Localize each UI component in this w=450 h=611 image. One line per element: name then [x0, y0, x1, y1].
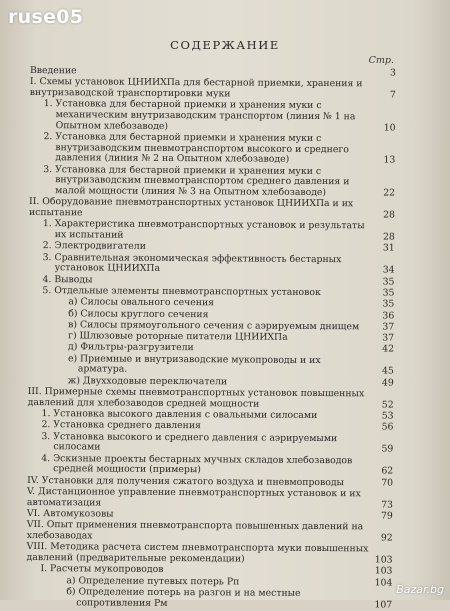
toc-entry-text: VIII. Методика расчета систем пневмотранспорта муки повышенных давлений (предварительные рекомендации): [26, 541, 369, 565]
toc-entry-page: 52: [381, 399, 394, 411]
toc-entry: [28, 354, 394, 378]
toc-entry: [29, 253, 395, 277]
toc-entry-page: 107: [374, 598, 393, 611]
toc-entry-text: Введение: [29, 65, 77, 77]
toc-entry-text: 2. Электродвигатели: [42, 240, 146, 253]
toc-entry-page: 45: [381, 365, 394, 378]
toc-entry-text: 4. Выводы: [42, 273, 93, 286]
toc-entry-page: 36: [382, 310, 395, 322]
toc-entry-page: 22: [383, 187, 396, 199]
toc-entry-text: 2. Установка для бестарной приемки и хранения муки с внутризаводским пневмотранспортом высокого и среднего давления (линия № 2 на Опытном хлебозаводе): [43, 131, 349, 166]
toc-entry-page: 104: [374, 576, 393, 589]
toc-entry-page: 49: [381, 377, 394, 389]
toc-entry: [28, 387, 394, 411]
toc-entry-text: V. Дистанционное управление пневмотранспортных установок и их автоматизация: [26, 485, 361, 509]
toc-entry-page: 35: [382, 276, 395, 288]
toc-entry-text: 1. Установка для бестарной приемки и хранения муки с механическим внутризаводским транспортом (линия № 1 на Опытном хлебозаводе): [43, 98, 356, 132]
toc-entry-page: 42: [382, 343, 395, 356]
toc-entry: [29, 197, 395, 221]
toc-entry: [29, 165, 395, 200]
toc-entry-text: 4. Эскизные проекты бестарных мучных складов хлебозаводов средней мощности (примеры): [41, 452, 353, 476]
toc-entry-text: IV. Установки для получения сжатого воздуха и пневмопроводы: [27, 474, 345, 488]
toc-entry-page: 34: [382, 264, 395, 276]
toc-entry-text: б) Определение потерь на разгон и на местные сопротивления Pм: [66, 586, 301, 609]
toc-entry-text: VI. Автомукозовы: [26, 507, 114, 520]
toc-entry-page: 53: [381, 410, 394, 422]
toc-entry-text: 3. Сравнительная экономическая эффективность бестарных установок ЦНИИХПа: [42, 251, 342, 275]
toc-entry-text: 1. Характеристика пневмотранспортных установок и результаты их испытаний: [42, 218, 365, 241]
toc-entry: [29, 132, 395, 167]
toc-entry-text: 2. Установка среднего давления: [41, 419, 201, 432]
toc-entry: [27, 432, 393, 456]
toc-entry-page: 56: [381, 421, 394, 433]
toc-entry-text: б) Силосы круглого сечения: [68, 307, 209, 320]
page-title: СОДЕРЖАНИЕ: [170, 38, 280, 52]
toc-entry-text: 1. Установка высокого давления с овальными силосами: [41, 408, 318, 422]
toc-entry-page: 35: [382, 298, 395, 310]
toc-entry-page: 70: [381, 477, 394, 489]
toc-entry-text: III. Примерные схемы пневмотранспортных установок повышенных давлений для хлебозаводов средней мощности: [27, 386, 365, 410]
toc-entry-page: 31: [382, 242, 395, 254]
toc-entry-text: д) Фильтры-разгрузители: [67, 341, 194, 354]
toc-entry-text: I. Схемы установок ЦНИИХПа для бестарной приемки, хранения и внутризаводской транспортировки муки: [29, 76, 363, 100]
toc-entry-page: 103: [374, 565, 393, 577]
table-of-contents: [26, 66, 396, 611]
toc-entry-page: 28: [383, 209, 396, 221]
page-column-label: Стр.: [368, 55, 394, 66]
toc-entry-page: 35: [382, 287, 395, 299]
toc-entry-text: 5. Отдельные элементы пневмотранспортных установок: [42, 285, 321, 299]
toc-entry-page: 13: [383, 154, 396, 166]
toc-entry-page: 92: [380, 532, 393, 544]
toc-entry-page: 59: [381, 443, 394, 455]
toc-entry-text: 3. Установка высокого и среднего давления с аэрируемыми силосами: [41, 430, 338, 453]
toc-entry-page: 103: [374, 554, 393, 566]
toc-entry-page: 62: [381, 465, 394, 477]
toc-entry-page: 37: [382, 332, 395, 344]
toc-entry-page: 79: [380, 510, 393, 522]
toc-entry-page: 10: [383, 122, 396, 134]
toc-entry-text: е) Приемные и внутризаводские мукопроводы и их арматура.: [67, 353, 321, 376]
toc-entry-text: г) Шлюзовые роторные питатели ЦНИИХПа: [68, 330, 288, 343]
toc-entry-text: в) Силосы прямоугольного сечения с аэрируемым днищем: [68, 319, 360, 333]
toc-entry: [30, 77, 396, 101]
toc-entry: [26, 587, 392, 611]
toc-entry-text: а) Силосы овального сечения: [68, 296, 215, 309]
toc-entry-page: 3: [389, 67, 396, 79]
toc-entry-text: II. Оборудование пневмотранспортных установок ЦНИИХПа и их испытание: [28, 196, 354, 219]
toc-entry-text: а) Определение путевых потерь Pп: [66, 574, 240, 588]
toc-entry-text: VII. Опыт применения пневмотранспорта повышенных давлений на хлебозаводах: [26, 519, 364, 542]
toc-entry-text: ж) Двухходовые переключатели: [67, 375, 228, 388]
toc-entry: [29, 219, 395, 243]
toc-entry: [27, 520, 393, 544]
toc-entry-page: 7: [389, 89, 396, 101]
watermark-corner: Bazar.bg: [396, 583, 444, 596]
watermark-logo: ruse05: [8, 6, 84, 28]
toc-entry: [27, 454, 393, 478]
toc-entry-text: I. Расчеты мукопроводов: [40, 563, 164, 576]
toc-entry: [30, 99, 396, 134]
toc-entry-page: 28: [382, 231, 395, 243]
toc-entry: [27, 487, 393, 511]
toc-entry-text: 3. Установка для бестарной приемки и хранения муки с внутризаводским пневмотранспортом среднего давления и малой мощности (линия № 3 на Опытном хлебозаводе): [43, 163, 350, 199]
toc-entry-page: 73: [381, 499, 393, 511]
toc-entry: [27, 542, 393, 566]
toc-entry-page: 37: [382, 321, 395, 333]
